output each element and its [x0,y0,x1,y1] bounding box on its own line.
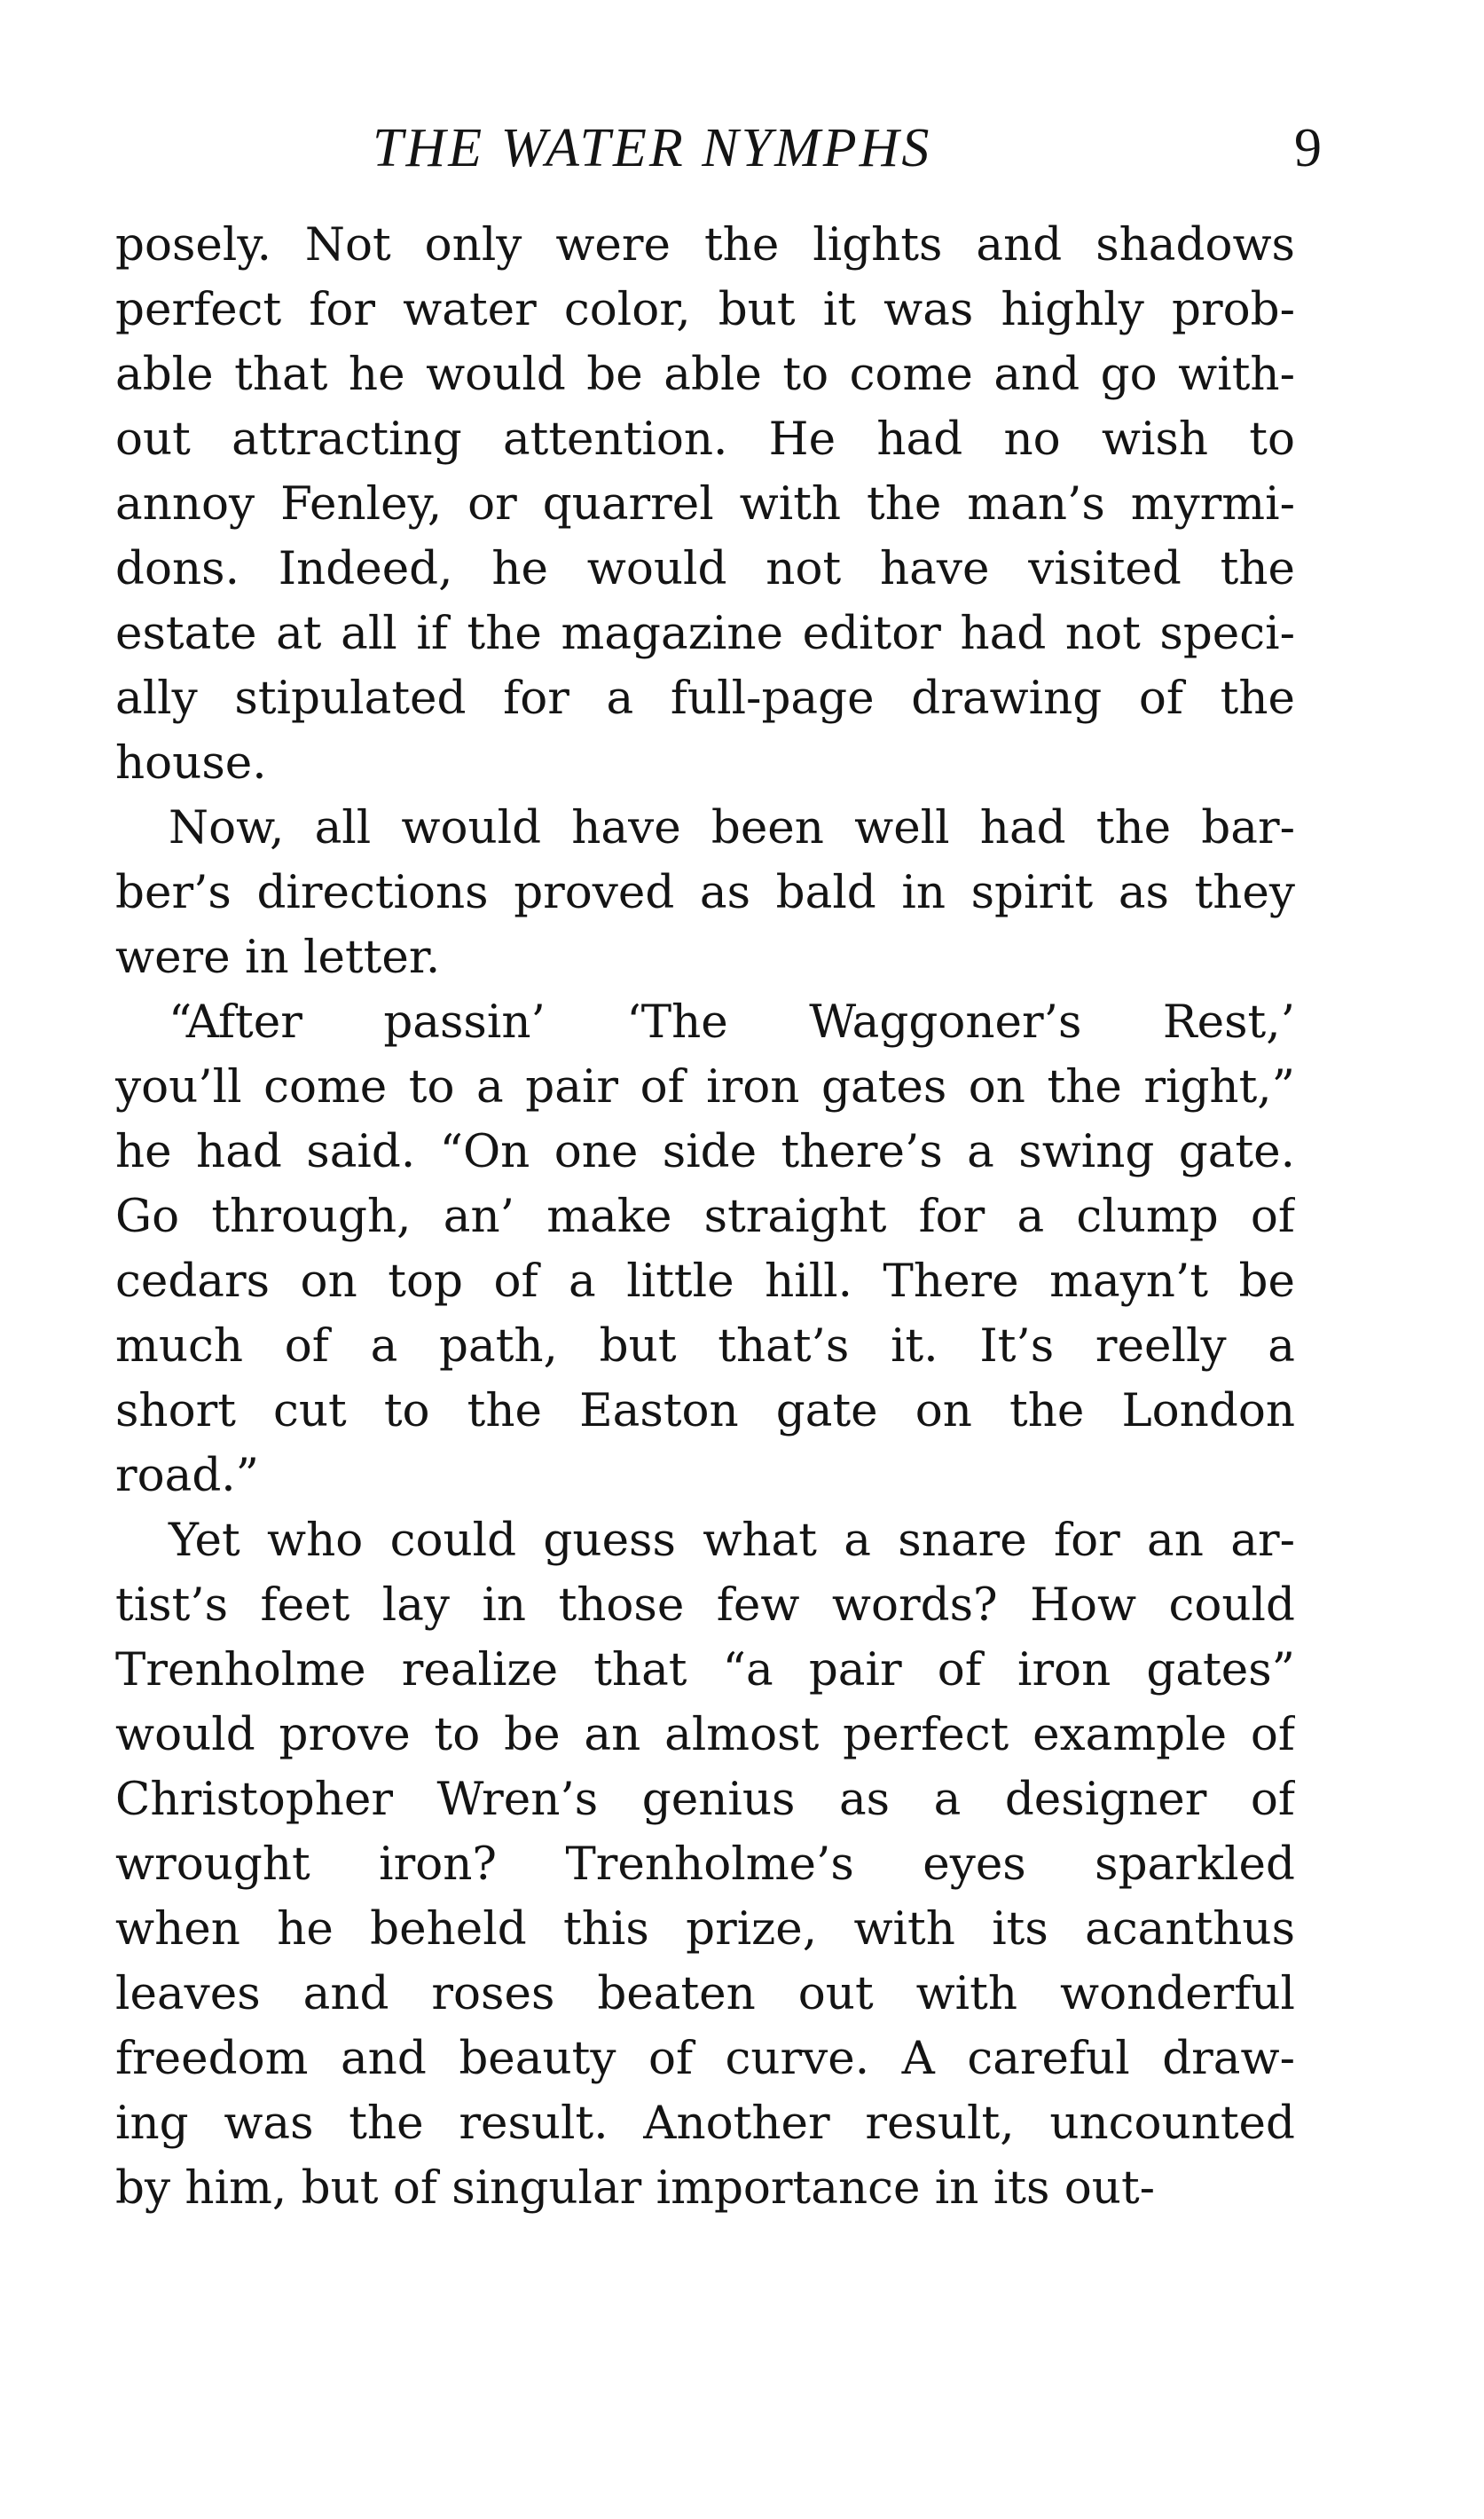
text-line: tist’s feet lay in those few words? How could [115,1578,1295,1632]
text-line: would prove to be an almost perfect example of [115,1708,1295,1761]
text-line: were in letter. [115,931,441,984]
text-line: you’ll come to a pair of iron gates on the right,” [115,1060,1295,1114]
text-line: when he beheld this prize, with its acanthus [115,1902,1295,1956]
text-line: ing was the result. Another result, uncounted [115,2097,1295,2150]
text-line: Yet who could guess what a snare for an ar- [169,1514,1295,1567]
text-line: estate at all if the magazine editor had not speci- [115,607,1295,660]
paragraph [115,213,1295,796]
text-line: short cut to the Easton gate on the London [115,1384,1295,1437]
text-line: wrought iron? Trenholme’s eyes sparkled [115,1838,1295,1891]
text-line: annoy Fenley, or quarrel with the man’s myrmi- [115,477,1295,531]
text-line: perfect for water color, but it was highly prob- [115,283,1295,336]
text-line: freedom and beauty of curve. A careful draw- [115,2032,1295,2085]
text-line: he had said. “On one side there’s a swing gate. [115,1125,1295,1178]
text-line: Trenholme realize that “a pair of iron gates” [115,1643,1295,1696]
page-number: 9 [1294,118,1322,178]
text-line: leaves and roses beaten out with wonderful [115,1967,1295,2020]
text-line: Christopher Wren’s genius as a designer of [115,1773,1295,1826]
text-line: ally stipulated for a full-page drawing of the [115,672,1295,725]
text-line: ber’s directions proved as bald in spirit as they [115,866,1295,919]
text-line: posely. Not only were the lights and shadows [115,218,1295,272]
text-line: Now, all would have been well had the bar- [169,801,1295,854]
text-line: able that he would be able to come and go with- [115,348,1295,401]
running-title: THE WATER NYMPHS [373,118,932,178]
text-line: road.” [115,1449,259,1502]
running-head [115,114,1322,199]
text-line: dons. Indeed, he would not have visited the [115,542,1295,595]
text-line: house. [115,736,267,790]
text-line: “After passin’ ‘The Waggoner’s Rest,’ [169,996,1295,1049]
text-line: out attracting attention. He had no wish to [115,413,1295,466]
text-line: cedars on top of a little hill. There mayn’t be [115,1255,1295,1308]
paragraph [115,796,1295,990]
paragraph [115,990,1295,1508]
text-line: much of a path, but that’s it. It’s reelly a [115,1319,1295,1373]
text-line: Go through, an’ make straight for a clump of [115,1190,1295,1243]
paragraph [115,1508,1295,2221]
text-line: by him, but of singular importance in its out- [115,2161,1156,2215]
body-text [115,213,1295,2221]
